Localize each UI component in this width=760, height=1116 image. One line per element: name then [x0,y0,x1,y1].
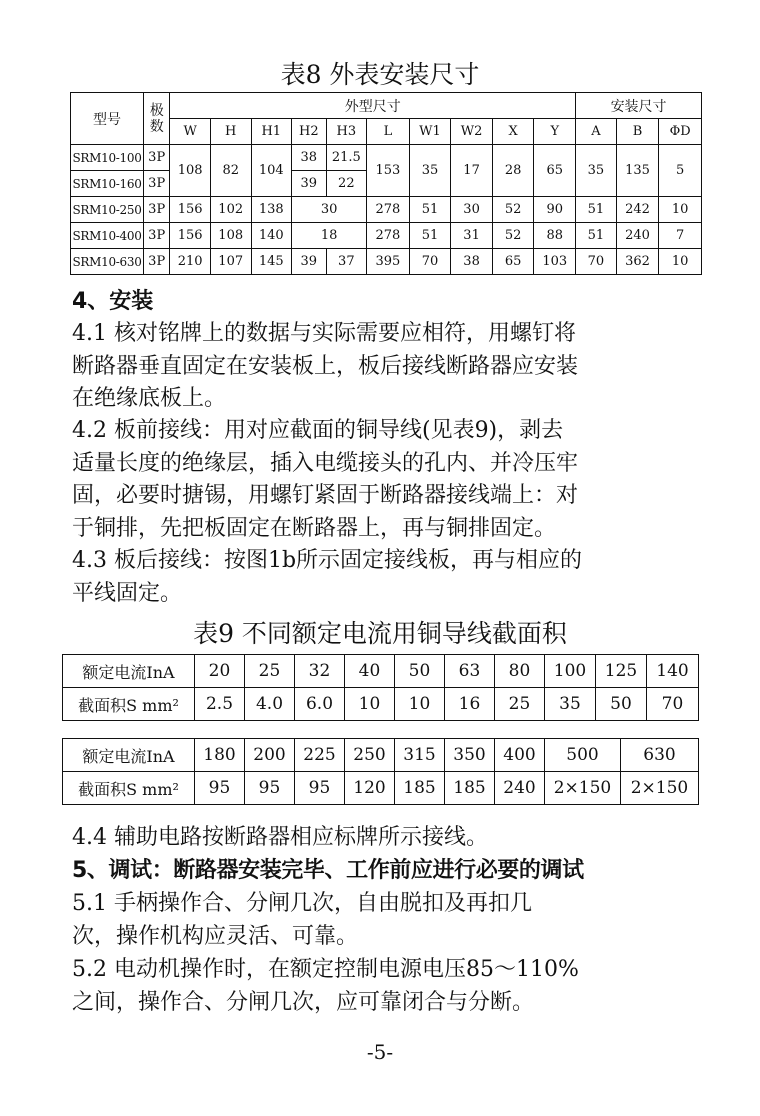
cell-model: SRM10-160 [71,171,144,197]
cell-h1: 138 [251,197,292,223]
cell-w: 156 [170,223,211,249]
table9-caption: 表9 不同额定电流用铜导线截面积 [193,619,567,648]
col-header: H [210,119,251,145]
cell-d: 10 [659,249,702,275]
cell-l: 278 [367,223,410,249]
text-line: 断路器垂直固定在安装板上，板后接线断路器应安装 [72,353,579,379]
cell-area: 70 [647,688,699,721]
text-line: 4.1 核对铭牌上的数据与实际需要应相符，用螺钉将 [72,321,576,346]
header-poles: 极数 [144,93,170,145]
col-header: L [367,119,410,145]
cell-h: 107 [210,249,251,275]
section-4-heading: 4、安装 [72,289,154,314]
row-label-area: 截面积S mm² [63,772,195,805]
cell-current: 50 [395,655,445,688]
cell-current: 125 [596,655,647,688]
cell-area: 95 [245,772,295,805]
col-header: H1 [251,119,292,145]
cell-h2-h3: 30 [292,197,367,223]
cell-h3: 22 [326,171,367,197]
cell-poles: 3P [144,249,170,275]
page-number: -5- [366,1040,394,1064]
table9-part1 [62,654,699,721]
cell-area: 2×150 [545,772,621,805]
cell-y: 103 [534,249,576,275]
table-row [63,772,699,805]
cell-x: 52 [492,197,534,223]
table-row [71,197,702,223]
cell-d: 10 [659,197,702,223]
paragraph-4-2 [72,415,712,545]
cell-current: 315 [395,739,445,772]
col-header: A [576,119,617,145]
cell-w2: 38 [451,249,493,275]
table8-caption: 表8 外表安装尺寸 [280,60,480,89]
cell-d: 7 [659,223,702,249]
cell-h: 102 [210,197,251,223]
cell-current: 200 [245,739,295,772]
cell-a: 35 [576,145,617,197]
cell-current: 400 [495,739,545,772]
cell-b: 135 [616,145,659,197]
cell-x: 28 [492,145,534,197]
cell-y: 65 [534,145,576,197]
cell-current: 20 [195,655,245,688]
cell-current: 180 [195,739,245,772]
cell-area: 4.0 [245,688,295,721]
row-label-current: 额定电流InA [63,655,195,688]
cell-area: 35 [545,688,596,721]
cell-h3: 21.5 [326,145,367,171]
cell-h1: 145 [251,249,292,275]
cell-area: 185 [445,772,495,805]
table-row [63,688,699,721]
cell-h1: 140 [251,223,292,249]
cell-h2: 39 [292,249,326,275]
cell-area: 95 [195,772,245,805]
cell-b: 242 [616,197,659,223]
table8-install-dimensions [70,92,702,275]
paragraph-5-1 [72,888,712,953]
cell-current: 500 [545,739,621,772]
text-line: 平线固定。 [72,580,183,606]
header-install-dimensions: 安装尺寸 [576,93,702,119]
cell-current: 225 [295,739,345,772]
cell-model: SRM10-630 [71,249,144,275]
text-line: 4.3 板后接线：按图1b所示固定接线板，再与相应的 [72,548,583,573]
header-model: 型号 [71,93,144,145]
table-row [63,655,699,688]
row-label-current: 额定电流InA [63,739,195,772]
cell-area: 6.0 [295,688,345,721]
col-header: W [170,119,211,145]
cell-h: 82 [210,145,251,197]
text-line: 次，操作机构应灵活、可靠。 [72,923,359,949]
col-header: Y [534,119,576,145]
text-line: 5.2 电动机操作时，在额定控制电源电压85～110% [72,957,579,982]
cell-h2-h3: 18 [292,223,367,249]
cell-area: 2×150 [621,772,699,805]
cell-w1: 35 [409,145,451,197]
cell-y: 88 [534,223,576,249]
cell-w1: 51 [409,197,451,223]
cell-poles: 3P [144,145,170,171]
cell-current: 140 [647,655,699,688]
header-outer-dimensions: 外型尺寸 [170,93,576,119]
table9-part2 [62,738,699,805]
cell-x: 65 [492,249,534,275]
cell-a: 51 [576,197,617,223]
cell-a: 70 [576,249,617,275]
cell-current: 630 [621,739,699,772]
cell-area: 185 [395,772,445,805]
table-row [71,249,702,275]
cell-l: 153 [367,145,410,197]
col-header: W1 [409,119,451,145]
row-label-area: 截面积S mm² [63,688,195,721]
cell-area: 95 [295,772,345,805]
text-line: 固，必要时搪锡，用螺钉紧固于断路器接线端上：对 [72,483,579,508]
cell-h2: 39 [292,171,326,197]
col-header: X [492,119,534,145]
col-header: H3 [326,119,367,145]
cell-poles: 3P [144,223,170,249]
cell-current: 250 [345,739,395,772]
cell-h2: 38 [292,145,326,171]
cell-area: 16 [445,688,495,721]
cell-area: 25 [495,688,545,721]
cell-a: 51 [576,223,617,249]
cell-area: 10 [395,688,445,721]
cell-y: 90 [534,197,576,223]
cell-area: 120 [345,772,395,805]
table-row [71,145,702,171]
cell-current: 63 [445,655,495,688]
text-line: 于铜排，先把板固定在断路器上，再与铜排固定。 [72,515,557,541]
cell-l: 278 [367,197,410,223]
cell-h1: 104 [251,145,292,197]
cell-x: 52 [492,223,534,249]
cell-h3: 37 [326,249,367,275]
col-header: B [616,119,659,145]
cell-w: 210 [170,249,211,275]
text-line: 4.2 板前接线：用对应截面的铜导线(见表9)，剥去 [72,418,564,443]
cell-w2: 17 [451,145,493,197]
cell-l: 395 [367,249,410,275]
cell-w: 108 [170,145,211,197]
cell-d: 5 [659,145,702,197]
cell-model: SRM10-400 [71,223,144,249]
paragraph-5-2 [72,954,712,1019]
paragraph-4-3 [72,545,712,610]
col-header: ΦD [659,119,702,145]
col-header: W2 [451,119,493,145]
table-row [71,223,702,249]
table-row [63,739,699,772]
cell-w: 156 [170,197,211,223]
cell-b: 362 [616,249,659,275]
cell-w2: 31 [451,223,493,249]
paragraph-4-4: 4.4 辅助电路按断路器相应标牌所示接线。 [72,825,488,850]
cell-current: 100 [545,655,596,688]
cell-current: 80 [495,655,545,688]
paragraph-4-1 [72,318,712,416]
cell-poles: 3P [144,171,170,197]
cell-area: 240 [495,772,545,805]
text-line: 之间，操作合、分闸几次，应可靠闭合与分断。 [72,989,535,1015]
cell-area: 2.5 [195,688,245,721]
cell-w2: 30 [451,197,493,223]
cell-b: 240 [616,223,659,249]
cell-current: 350 [445,739,495,772]
text-line: 5.1 手柄操作合、分闸几次，自由脱扣及再扣几 [72,891,532,916]
text-line: 适量长度的绝缘层，插入电缆接头的孔内、并冷压牢 [72,450,579,476]
col-header: H2 [292,119,326,145]
cell-w1: 70 [409,249,451,275]
cell-area: 50 [596,688,647,721]
cell-model: SRM10-100 [71,145,144,171]
section-5-heading: 5、调试：断路器安装完毕、工作前应进行必要的调试 [72,858,584,883]
text-line: 在绝缘底板上。 [72,386,227,411]
cell-current: 25 [245,655,295,688]
cell-w1: 51 [409,223,451,249]
cell-model: SRM10-250 [71,197,144,223]
cell-h: 108 [210,223,251,249]
cell-current: 40 [345,655,395,688]
cell-current: 32 [295,655,345,688]
cell-area: 10 [345,688,395,721]
cell-poles: 3P [144,197,170,223]
